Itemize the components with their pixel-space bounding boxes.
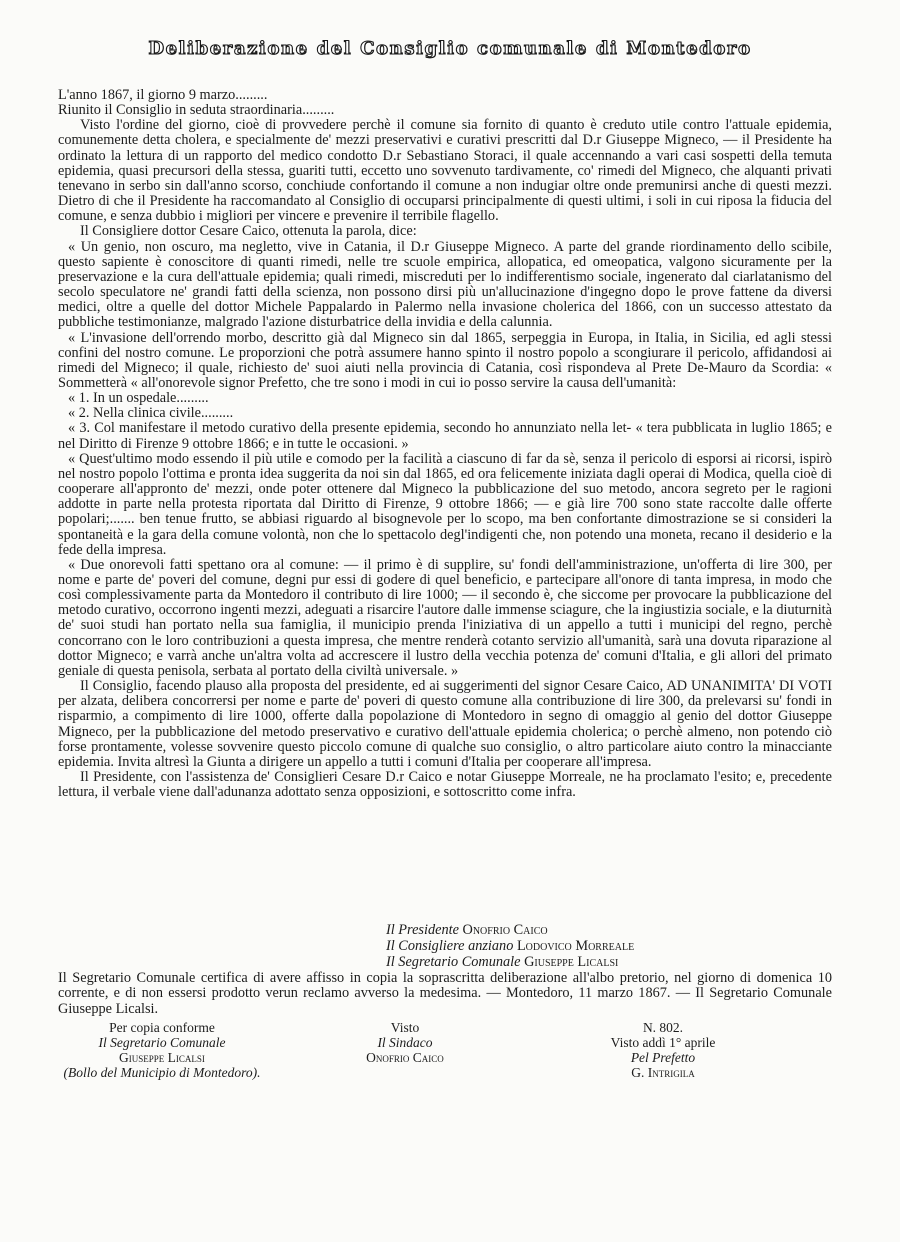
signature-role: Il Consigliere anziano bbox=[386, 938, 514, 954]
footer-mayor-block bbox=[330, 1020, 480, 1065]
footer-line: (Bollo del Municipio di Montedoro). bbox=[63, 1065, 261, 1080]
paragraph-visto: Visto l'ordine del giorno, cioè di provvedere perchè il comune sia fornito di quanto è creduto utile contro l'attuale epidemia, comunemente detta cholera, e specialmente de' mezzi preservativi e curativi prescritti dal D.r Giuseppe Migneco, — il Presidente ha ordinato la lettura di un rapporto del medico condotto D.r Sebastiano Storaci, il quale accennando a vari casi sospetti della temuta epidemia, quasi precursori della stessa, guariti tutti, eccetto uno sovvenuto tardivamente, co' rimedi del Migneco, che alquanti privati tenevano in serbo sin dall'anno scorso, conchiude confortando il comune a non indugiar oltre onde premunirsi anche di questi mezzi. Dietro di che il Presidente ha raccomandato al Consiglio di occuparsi principalmente di questi ultimi, i soli in cui riposa la fiducia del comune, e senza dubbio i migliori per vincere e prevenire il terribile flagello. bbox=[58, 117, 832, 225]
paragraph-presidente: Il Presidente, con l'assistenza de' Consiglieri Cesare D.r Caico e notar Giuseppe Morreale, ne ha proclamato l'esito; e, precedente lettura, il verbale viene dall'adunanza adottato senza opposizioni, e sottoscritto come infra. bbox=[58, 769, 832, 801]
footer-line: Giuseppe Licalsi bbox=[119, 1050, 205, 1065]
signature-role: Il Presidente bbox=[386, 922, 459, 938]
footer-line: Per copia conforme bbox=[109, 1020, 215, 1035]
footer-line: Il Segretario Comunale bbox=[98, 1035, 226, 1050]
document-body bbox=[58, 88, 832, 800]
footer-line: Pel Prefetto bbox=[630, 1050, 696, 1065]
footer-line: Visto bbox=[390, 1020, 420, 1035]
list-item-metodo: « 3. Col manifestare il metodo curativo della presente epidemia, secondo ho annunziato nella let- « tera pubblicata in luglio 1865; e nel Diritto di Firenze 9 ottobre 1866; e in tutte le occasioni. » bbox=[58, 420, 832, 452]
paragraph-genio: « Un genio, non oscuro, ma negletto, vive in Catania, il D.r Giuseppe Migneco. A parte del grande riordinamento dello scibile, questo sapiente è conoscitore di quanti rimedi, nelle tre scuole empirica, allopatica, ed omeopatica, valgono sicuramente per la preservazione e la cura dell'attuale epidemia; quali rimedi, miscreduti per lo indifferentismo sociale, ingenerato dal ciarlatanismo del secolo speculatore ne' grandi fatti della scienza, non possono dirsi più un'allucinazione d'ingegno dopo le prove fattene da diversi medici, oltre a quelle del dottor Michele Pappalardo in Palermo nella invasione cholerica del 1866, con un successo attestato da pubbliche testimonianze, malgrado l'azione disturbatrice della invidia e della calunnia. bbox=[58, 238, 832, 331]
signature-line bbox=[386, 922, 634, 938]
footer-line: Visto addì 1° aprile bbox=[610, 1035, 716, 1050]
footer-line: G. Intrigila bbox=[631, 1065, 695, 1080]
footer-prefect-block bbox=[588, 1020, 738, 1080]
paragraph-consiglio: Il Consiglio, facendo plauso alla proposta del presidente, ed ai suggerimenti del signor Cesare Caico, AD UNANIMITA' DI VOTI per alzata, delibera concorrersi per nome e parte de' poveri di questo comune alla contribuzione di lire 300, da prelevarsi su' fondi in risparmio, a compimento di lire 1000, offerte dalla popolazione di Montedoro in segno di omaggio al genio del dottor Giuseppe Migneco, per la pubblicazione del metodo preservativo e curativo dell'attuale epidemia cholerica; o perchè almeno, non potendo ciò forse prontamente, volesse sovvenire questo piccolo comune di qualche suo consiglio, o altro particolare aiuto contro la minacciante epidemia. Invita altresì la Giunta a dirigere un appello a tutti i comuni d'Italia per cooperare all'impresa. bbox=[58, 678, 832, 770]
signature-name: Giuseppe Licalsi bbox=[524, 954, 619, 970]
paragraph-session: Riunito il Consiglio in seduta straordinaria......... bbox=[58, 102, 335, 119]
list-item-clinica: « 2. Nella clinica civile......... bbox=[68, 405, 234, 422]
list-item-ospedale: « 1. In un ospedale......... bbox=[68, 390, 209, 407]
paragraph-ultimo-modo: « Quest'ultimo modo essendo il più utile e comodo per la facilità a ciascuno di far da sè, senza il pericolo di esporsi ai ricorsi, ispirò nel nostro popolo l'ottima e pronta idea suggerita da noi sin dal 1865, ed ora felicemente iniziata dagli operai di Modica, quella cioè di cooperare all'appronto de' mezzi, onde poter ottenere dal Migneco la pubblicazione del suo metodo, ancora segreto per le ragioni addotte in parte nella protesta riportata dal Diritto di Firenze, 9 ottobre 1866; — e già lire 700 sono state raccolte dalle offerte popolari;....... ben tenue frutto, se abbiasi riguardo al bisognevole per lo scopo, ma ben confortante dimostrazione se si consideri la spontaneità e la gara della comune volontà, non che lo spettacolo degl'indigenti che, non potendo una moneta, recano il desiderio e la fede della impresa. bbox=[58, 450, 832, 558]
signature-block bbox=[386, 922, 634, 970]
secretary-certification: Il Segretario Comunale certifica di avere affisso in copia la soprascritta deliberazione all'albo pretorio, nel giorno di domenica 10 corrente, e di non essersi prodotto verun reclamo avverso la medesima. — Montedoro, 11 marzo 1867. — Il Segretario Comunale Giuseppe Licalsi. bbox=[58, 970, 832, 1017]
document-title: Deliberazione del Consiglio comunale di Montedoro bbox=[148, 38, 752, 59]
paragraph-invasione: « L'invasione dell'orrendo morbo, descritto già dal Migneco sin dal 1865, serpeggia in Europa, in Italia, in Sicilia, ed agli stessi confini del nostro comune. Le proporzioni che potrà assumere hanno spinto il nostro popolo a scongiurare il pericolo, affidandosi ai rimedi del Migneco; il quale, richiesto de' suoi aiuti nella provincia di Catania, così rispondeva al Prete De-Mauro da Scordia: « Sommetterà « all'onorevole signor Prefetto, che tre sono i modi in cui io posso servire la causa dell'umanità: bbox=[58, 329, 832, 391]
signature-line bbox=[386, 954, 634, 970]
footer-line: Onofrio Caico bbox=[366, 1050, 444, 1065]
paragraph-date: L'anno 1867, il giorno 9 marzo......... bbox=[58, 87, 268, 103]
footer-line: N. 802. bbox=[642, 1020, 684, 1035]
signature-line bbox=[386, 938, 634, 954]
signature-role: Il Segretario Comunale bbox=[386, 954, 521, 970]
paragraph-caico-intro: Il Consigliere dottor Cesare Caico, ottenuta la parola, dice: bbox=[80, 223, 417, 240]
signature-name: Lodovico Morreale bbox=[516, 938, 635, 954]
footer-line: Il Sindaco bbox=[377, 1035, 433, 1050]
signature-name: Onofrio Caico bbox=[462, 922, 548, 938]
footer-copy-block bbox=[44, 1020, 280, 1080]
paragraph-due-fatti: « Due onorevoli fatti spettano ora al comune: — il primo è di supplire, su' fondi dell'amministrazione, un'offerta di lire 300, per nome e parte de' poveri del comune, degni pur essi di godere di quel beneficio, e partecipare all'onore di tanta impresa, in modo che così complessivamente parta da Montedoro il contributo di lire 1000; — il secondo è, che siccome per provocare la pubblicazione del metodo curativo, occorrono ingenti mezzi, adeguati a risarcire l'autore dalle immense sciagure, che la ingiustizia sociale, e la diuturnità de' suoi studi han portato nella sua famiglia, il municipio prenda l'iniziativa di un appello a tutti i municipi del regno, perchè concorrano con le loro contribuzioni a questa impresa, che mentre renderà cotanto servizio all'umanità, sarà una dovuta riparazione al dottor Migneco; e varrà anche un'altra volta ad accrescere il lustro della vecchia potenza de' comuni d'Italia, e gli allori del primato geniale di questa penisola, serbata al portato della civiltà universale. » bbox=[58, 556, 832, 679]
